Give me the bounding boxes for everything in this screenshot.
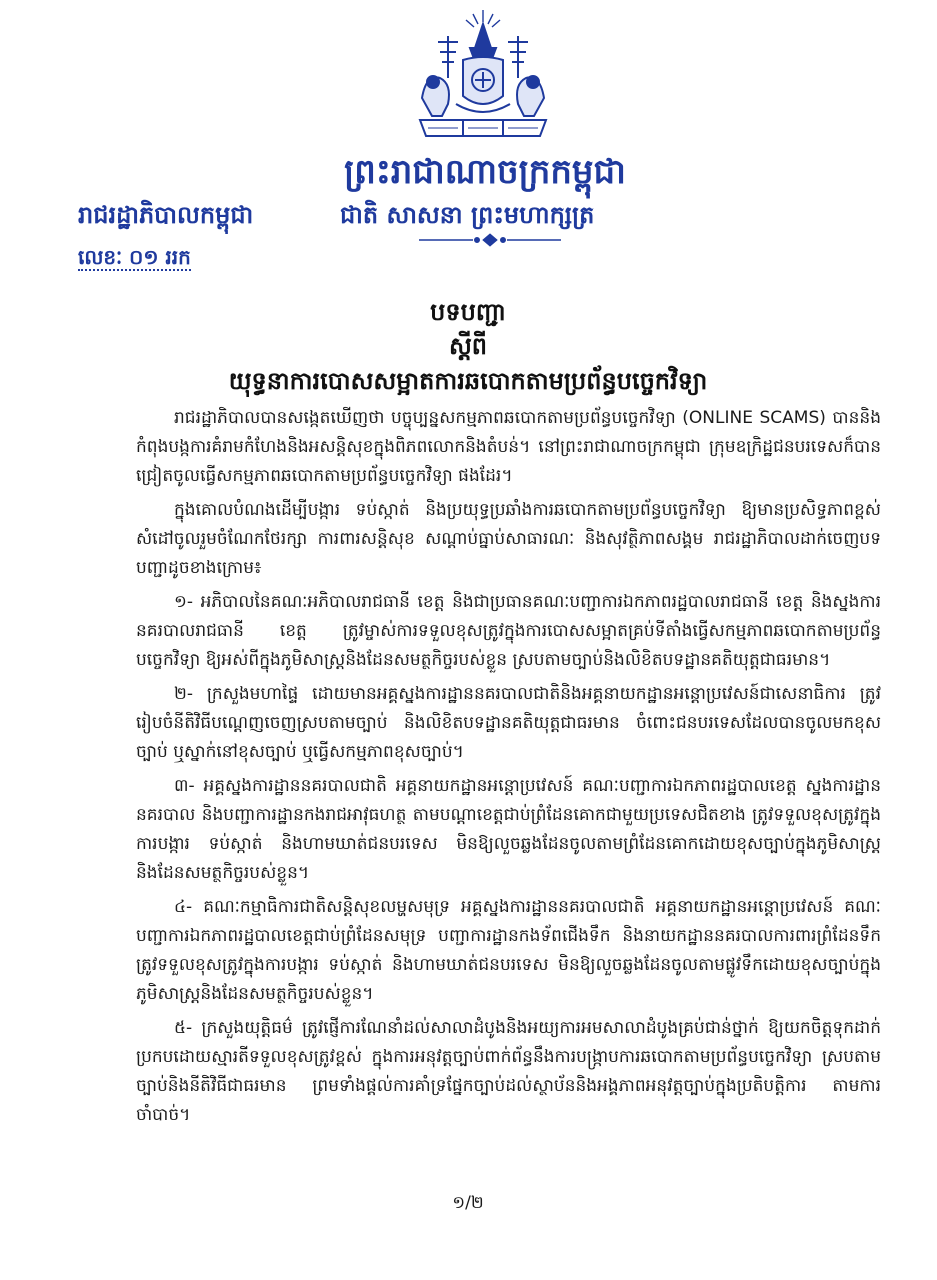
document-type-heading: បទបញ្ជា <box>430 298 506 326</box>
reference-number-text: លេខៈ ០១ ររក <box>78 245 191 269</box>
reference-number <box>78 243 278 271</box>
document-body <box>136 404 881 1135</box>
paragraph-intro: រាជរដ្ឋាភិបាលបានសង្កេតឃើញថា បច្ចុប្បន្នសកម្មភាពឆបោកតាមប្រព័ន្ធបច្ចេកវិទ្យា (ONLINE SCAMS) បាននិងកំពុងបង្កការគំរាមកំហែងនិងអសន្តិសុខក្នុងពិភពលោកនិងតំបន់។ នៅព្រះរាជាណាចក្រកម្ពុជា ក្រុមឧក្រិដ្ឋជនបរទេសក៏បានជ្រៀតចូលធ្វើសកម្មភាពឆបោកតាមប្រព័ន្ធបច្ចេកវិទ្យា ផងដែរ។ <box>136 408 881 486</box>
paragraph-purpose: ក្នុងគោលបំណងដើម្បីបង្ការ ទប់ស្កាត់ និងប្រយុទ្ធប្រឆាំងការឆបោកតាមប្រព័ន្ធបច្ចេកវិទ្យា ឱ្យមានប្រសិទ្ធភាពខ្ពស់ សំដៅចូលរួមចំណែកថែរក្សា ការពារសន្តិសុខ សណ្តាប់ធ្នាប់សាធារណៈ និងសុវត្ថិភាពសង្គម រាជរដ្ឋាភិបាលដាក់ចេញបទបញ្ជាដូចខាងក្រោម៖ <box>136 500 881 578</box>
national-motto: ជាតិ សាសនា ព្រះមហាក្សត្រ <box>340 201 595 229</box>
government-name: រាជរដ្ឋាភិបាលកម្ពុជា <box>78 201 254 229</box>
document-subject-heading: យុទ្ធនាការបោសសម្អាតការឆបោកតាមប្រព័ន្ធបច្ចេកវិទ្យា <box>228 367 708 395</box>
paragraph-item-1: ១- អភិបាលនៃគណៈអភិបាលរាជធានី ខេត្ត និងជាប្រធានគណៈបញ្ជាការឯកភាពរដ្ឋបាលរាជធានី ខេត្ត និងស្នងការនគរបាលរាជធានី ខេត្ត ត្រូវម្ចាស់ការទទួលខុសត្រូវក្នុងការបោសសម្អាតគ្រប់ទីតាំងធ្វើសកម្មភាពឆបោកតាមប្រព័ន្ធបច្ចេកវិទ្យា ឱ្យអស់ពីក្នុងភូមិសាស្ត្រនិងដែនសមត្ថកិច្ចរបស់ខ្លួន ស្របតាមច្បាប់និងលិខិតបទដ្ឋានគតិយុត្តជាធរមាន។ <box>136 592 881 670</box>
ornament-divider-icon <box>415 232 565 248</box>
paragraph-item-2: ២- ក្រសួងមហាផ្ទៃ ដោយមានអគ្គស្នងការដ្ឋាននគរបាលជាតិនិងអគ្គនាយកដ្ឋានអន្តោប្រវេសន៍ជាសេនាធិការ ត្រូវរៀបចំនីតិវិធីបណ្តេញចេញស្របតាមច្បាប់ និងលិខិតបទដ្ឋានគតិយុត្តជាធរមាន ចំពោះជនបរទេសដែលបានចូលមកខុសច្បាប់ ឬស្នាក់នៅខុសច្បាប់ ឬធ្វើសកម្មភាពខុសច្បាប់។ <box>136 684 881 762</box>
paragraph-item-3: ៣- អគ្គស្នងការដ្ឋាននគរបាលជាតិ អគ្គនាយកដ្ឋានអន្តោប្រវេសន៍ គណៈបញ្ជាការឯកភាពរដ្ឋបាលខេត្ត ស្នងការដ្ឋាននគរបាល និងបញ្ជាការដ្ឋានកងរាជអាវុធហត្ថ តាមបណ្តាខេត្តជាប់ព្រំដែនគោកជាមួយប្រទេសជិតខាង ត្រូវទទួលខុសត្រូវក្នុងការបង្ការ ទប់ស្កាត់ និងហាមឃាត់ជនបរទេស មិនឱ្យលួចឆ្លងដែនចូលតាមព្រំដែនគោកដោយខុសច្បាប់ក្នុងភូមិសាស្ត្រនិងដែនសមត្ថកិច្ចរបស់ខ្លួន។ <box>136 776 881 883</box>
royal-emblem-icon <box>408 8 558 146</box>
paragraph-item-4: ៤- គណៈកម្មាធិការជាតិសន្តិសុខលម្ហសមុទ្រ អគ្គស្នងការដ្ឋាននគរបាលជាតិ អគ្គនាយកដ្ឋានអន្តោប្រវេសន៍ គណៈបញ្ជាការឯកភាពរដ្ឋបាលខេត្តជាប់ព្រំដែនសមុទ្រ បញ្ជាការដ្ឋានកងទ័ពជើងទឹក និងនាយកដ្ឋាននគរបាលការពារព្រំដែនទឹក ត្រូវទទួលខុសត្រូវក្នុងការបង្ការ ទប់ស្កាត់ និងហាមឃាត់ជនបរទេស មិនឱ្យលួចឆ្លងដែនចូលតាមផ្លូវទឹកដោយខុសច្បាប់ក្នុងភូមិសាស្ត្រនិងដែនសមត្ថកិច្ចរបស់ខ្លួន។ <box>136 897 881 1004</box>
paragraph-item-5: ៥- ក្រសួងយុត្តិធម៌ ត្រូវផ្ញើការណែនាំដល់សាលាដំបូងនិងអយ្យការអមសាលាដំបូងគ្រប់ជាន់ថ្នាក់ ឱ្យយកចិត្តទុកដាក់ប្រកបដោយស្មារតីទទួលខុសត្រូវខ្ពស់ ក្នុងការអនុវត្តច្បាប់ពាក់ព័ន្ធនឹងការបង្ក្រាបការឆបោកតាមប្រព័ន្ធបច្ចេកវិទ្យា ស្របតាមច្បាប់និងនីតិវិធីជាធរមាន ព្រមទាំងផ្តល់ការគាំទ្រផ្នែកច្បាប់ដល់ស្ថាប័ននិងអង្គភាពអនុវត្តច្បាប់ក្នុងប្រតិបត្តិការ តាមការចាំបាច់។ <box>136 1018 881 1125</box>
kingdom-title: ព្រះរាជាណាចក្រកម្ពុជា <box>344 152 626 192</box>
page-number: ១/២ <box>452 1193 484 1213</box>
document-about-heading: ស្តីពី <box>448 332 488 360</box>
